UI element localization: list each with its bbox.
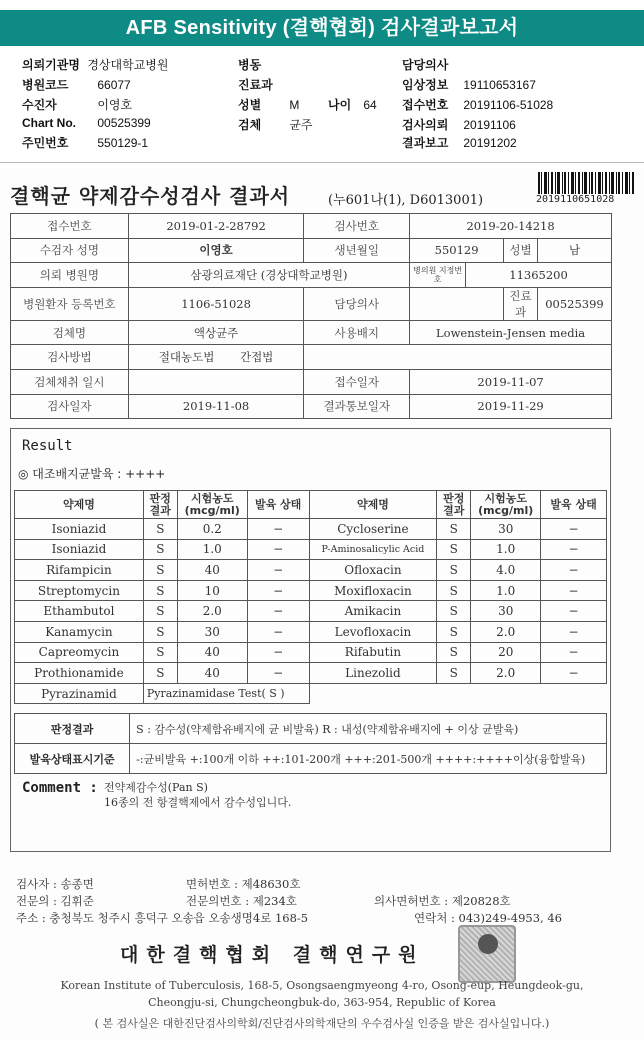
info-label: 검사일자 [11, 394, 129, 419]
seal-center-icon [478, 934, 498, 954]
drug-growth: − [247, 601, 309, 622]
info-label: 사용배지 [304, 320, 410, 345]
header-row-doctor [402, 56, 463, 73]
organization-name: 대한결핵협회 결핵연구원 [120, 944, 425, 966]
drug-growth: − [247, 621, 309, 642]
footer-examiner: 검사자 : 송종면 [16, 877, 94, 891]
info-label: 검사방법 [11, 345, 129, 370]
legend-growth-text: -:균비발육 +:100개 이하 ++:101-200개 +++:201-500개 ++++:++++이상(융합발육) [130, 744, 607, 774]
drug-result: S [143, 601, 177, 622]
drug-growth: − [541, 621, 607, 642]
header-label: 나이 [328, 98, 352, 112]
result-heading: Result [22, 438, 73, 454]
info-value: 2019-11-29 [410, 394, 612, 419]
footer-license: 면허번호 : 제48630호 [186, 877, 301, 891]
info-value: 이영호 [128, 238, 304, 263]
col-header-judge: 판정 결과 [143, 491, 177, 519]
drug-result: S [143, 663, 177, 684]
info-empty [304, 345, 612, 370]
header-label: 검사의뢰 [402, 118, 449, 132]
header-label: 결과보고 [402, 136, 449, 150]
drug-name: Pyrazinamid [15, 683, 144, 704]
drug-name: Ethambutol [15, 601, 144, 622]
drug-name: Amikacin [309, 601, 437, 622]
comment-line: 16종의 전 항결핵제에서 감수성입니다. [104, 796, 292, 809]
drug-name: Kanamycin [15, 621, 144, 642]
legend-judge-label: 판정결과 [15, 714, 130, 744]
footer-specialist: 전문의 : 김휘준 [16, 894, 94, 908]
drug-row [15, 560, 607, 581]
header-label: Chart No. [22, 116, 76, 130]
drug-growth: − [541, 580, 607, 601]
drug-concentration: 20 [471, 642, 541, 663]
drug-growth: − [541, 663, 607, 684]
drug-row [15, 642, 607, 663]
drug-name: Rifabutin [309, 642, 437, 663]
header-value: 20191106-51028 [463, 98, 554, 112]
header-label: 접수번호 [402, 98, 449, 112]
patient-info-table [10, 213, 612, 419]
header-label: 병원코드 [22, 78, 69, 92]
drug-growth: − [247, 539, 309, 560]
drug-result: S [143, 539, 177, 560]
drug-row [15, 601, 607, 622]
report-title-bar: AFB Sensitivity (결핵협회) 검사결과보고서 [0, 10, 644, 46]
drug-name: Cycloserine [309, 519, 437, 540]
header-row-resident-no [22, 134, 148, 151]
drug-concentration: 4.0 [471, 560, 541, 581]
col-header-growth: 발육 상태 [541, 491, 607, 519]
header-label: 성별 [238, 98, 262, 112]
col-header-judge: 판정 결과 [437, 491, 471, 519]
info-label: 결과통보일자 [304, 394, 410, 419]
drug-name: Ofloxacin [309, 560, 437, 581]
pyrazinamidase-test: Pyrazinamidase Test( S ) [143, 683, 309, 704]
drug-concentration: 1.0 [471, 539, 541, 560]
drug-name: Streptomycin [15, 580, 144, 601]
control-growth-label: ◎ 대조배지균발육 : [18, 467, 122, 481]
info-label: 병의원 지정번호 [410, 263, 466, 288]
header-row-sex [238, 96, 299, 113]
info-label: 성별 [504, 238, 538, 263]
barcode-number: 2019110651028 [536, 194, 615, 205]
drug-concentration: 0.2 [177, 519, 247, 540]
drug-concentration: 1.0 [471, 580, 541, 601]
legend-growth-label: 발육상태표시기준 [15, 744, 130, 774]
drug-concentration: 10 [177, 580, 247, 601]
header-row-receipt-no [402, 96, 553, 113]
info-label: 생년월일 [304, 238, 410, 263]
drug-concentration: 2.0 [177, 601, 247, 622]
legend-judge-text: S : 감수성(약제함유배지에 균 비발육) R : 내성(약제함유배지에 + 이상 균발육) [130, 714, 607, 744]
drug-growth: − [247, 519, 309, 540]
header-row-specimen [238, 116, 313, 133]
drug-susceptibility-table [14, 490, 607, 704]
info-label: 검체명 [11, 320, 129, 345]
drug-name: Moxifloxacin [309, 580, 437, 601]
drug-result: S [437, 601, 471, 622]
col-header-drug: 약제명 [309, 491, 437, 519]
info-label: 진료과 [504, 287, 538, 320]
header-value: 경상대학교병원 [87, 58, 169, 72]
header-value: 64 [363, 98, 377, 112]
info-label: 접수일자 [304, 369, 410, 394]
drug-result: S [143, 621, 177, 642]
drug-row [15, 519, 607, 540]
header-row-age [328, 96, 377, 113]
header-row-clinical-info [402, 76, 536, 93]
drug-growth: − [247, 560, 309, 581]
header-row-chart-no [22, 116, 151, 130]
drug-result: S [143, 642, 177, 663]
header-label: 수진자 [22, 98, 57, 112]
drug-concentration: 2.0 [471, 663, 541, 684]
header-value: M [289, 98, 300, 112]
header-value: 20191106 [463, 118, 516, 132]
header-label: 주민번호 [22, 136, 69, 150]
info-label: 검사번호 [304, 214, 410, 239]
drug-result: S [437, 580, 471, 601]
header-row-ward [238, 56, 289, 73]
info-value: Lowenstein-Jensen media [410, 320, 612, 345]
drug-growth: − [541, 519, 607, 540]
drug-growth: − [247, 642, 309, 663]
barcode-icon [538, 172, 634, 194]
info-value: 남 [537, 238, 611, 263]
info-value: 550129 [410, 238, 504, 263]
info-value: 11365200 [466, 263, 612, 288]
drug-row [15, 663, 607, 684]
drug-name: Prothionamide [15, 663, 144, 684]
info-value [128, 345, 304, 370]
header-row-hospital-code [22, 76, 131, 93]
col-header-conc: 시험농도 (mcg/ml) [177, 491, 247, 519]
footer-english-address-1: Korean Institute of Tuberculosis, 168-5, Osongsaengmyeong 4-ro, Osong-eup, Heungdeok-gu, [60, 979, 584, 992]
footer-certification-note: ( 본 검사실은 대한진단검사의학회/진단검사의학재단의 우수검사실 인증을 받은 검사실입니다.) [94, 1017, 550, 1030]
drug-result: S [437, 519, 471, 540]
info-label: 검체채취 일시 [11, 369, 129, 394]
report-code: (누601나(1), D6013001) [328, 193, 484, 208]
drug-growth: − [247, 580, 309, 601]
drug-name: P-Aminosalicylic Acid [309, 539, 437, 560]
info-value: 2019-01-2-28792 [128, 214, 304, 239]
drug-name: Capreomycin [15, 642, 144, 663]
info-label: 담당의사 [304, 287, 410, 320]
header-value: 00525399 [97, 116, 151, 130]
drug-concentration: 40 [177, 560, 247, 581]
info-value [128, 369, 304, 394]
drug-growth: − [541, 539, 607, 560]
drug-concentration: 30 [471, 601, 541, 622]
drug-name: Isoniazid [15, 519, 144, 540]
header-row-request-date [402, 116, 516, 133]
drug-row [15, 539, 607, 560]
drug-concentration: 40 [177, 642, 247, 663]
report-main-title: 결핵균 약제감수성검사 결과서 [10, 184, 291, 208]
info-label: 의뢰 병원명 [11, 263, 129, 288]
info-label: 접수번호 [11, 214, 129, 239]
drug-concentration: 1.0 [177, 539, 247, 560]
drug-result: S [437, 560, 471, 581]
info-value: 삼광의료재단 (경상대학교병원) [128, 263, 409, 288]
header-divider [0, 162, 644, 163]
header-row-institution [22, 56, 169, 73]
header-value: 20191202 [463, 136, 517, 150]
drug-row [15, 621, 607, 642]
footer-phone: 연락처 : 043)249-4953, 46 [414, 911, 562, 925]
header-value: 균주 [289, 118, 313, 132]
drug-growth: − [541, 560, 607, 581]
header-row-report-date [402, 134, 517, 151]
header-row-department [238, 76, 289, 93]
drug-result: S [437, 663, 471, 684]
control-growth [18, 465, 165, 482]
header-value: 19110653167 [463, 78, 536, 92]
info-label: 수검자 성명 [11, 238, 129, 263]
drug-result: S [437, 642, 471, 663]
drug-row [15, 580, 607, 601]
comment-text [104, 780, 291, 810]
drug-row-pyrazinamide [15, 683, 607, 704]
drug-result: S [437, 539, 471, 560]
header-value: 66077 [97, 78, 131, 92]
info-value: 00525399 [537, 287, 611, 320]
header-value: 550129-1 [97, 136, 149, 150]
legend-table [14, 713, 607, 774]
header-label: 의뢰기관명 [22, 58, 80, 72]
info-value: 1106-51028 [128, 287, 304, 320]
info-value: 2019-11-07 [410, 369, 612, 394]
drug-concentration: 40 [177, 663, 247, 684]
drug-result: S [143, 560, 177, 581]
drug-name: Isoniazid [15, 539, 144, 560]
footer-english-address-2: Cheongju-si, Chungcheongbuk-do, 363-954, Republic of Korea [148, 996, 496, 1009]
drug-name: Rifampicin [15, 560, 144, 581]
drug-concentration: 30 [177, 621, 247, 642]
drug-name: Levofloxacin [309, 621, 437, 642]
col-header-growth: 발육 상태 [247, 491, 309, 519]
drug-name: Linezolid [309, 663, 437, 684]
header-value: 이영호 [97, 98, 133, 112]
info-value: 2019-11-08 [128, 394, 304, 419]
header-label: 병동 [238, 58, 262, 72]
drug-concentration: 30 [471, 519, 541, 540]
header-row-patient [22, 96, 132, 113]
header-label: 담당의사 [402, 58, 449, 72]
drug-result: S [143, 580, 177, 601]
info-label: 병원환자 등록번호 [11, 287, 129, 320]
header-label: 검체 [238, 118, 262, 132]
drug-growth: − [247, 663, 309, 684]
empty-cell [309, 683, 606, 704]
info-value: 2019-20-14218 [410, 214, 612, 239]
info-value [410, 287, 504, 320]
header-label: 진료과 [238, 78, 273, 92]
drug-concentration: 2.0 [471, 621, 541, 642]
method-indirect: 간접법 [239, 350, 274, 365]
drug-result: S [143, 519, 177, 540]
footer-address: 주소 : 충청북도 청주시 흥덕구 오송읍 오송생명4로 168-5 [16, 911, 309, 925]
control-growth-value: ++++ [125, 467, 166, 481]
comment-label: Comment : [22, 780, 98, 796]
comment-line: 전약제감수성(Pan S) [104, 781, 208, 794]
drug-growth: − [541, 642, 607, 663]
drug-result: S [437, 621, 471, 642]
footer-doctor-license: 의사면허번호 : 제20828호 [374, 894, 511, 908]
drug-growth: − [541, 601, 607, 622]
col-header-drug: 약제명 [15, 491, 144, 519]
header-label: 임상정보 [402, 78, 449, 92]
footer-specialist-no: 전문의번호 : 제234호 [186, 894, 297, 908]
col-header-conc: 시험농도 (mcg/ml) [471, 491, 541, 519]
info-value: 액상균주 [128, 320, 304, 345]
method-absolute: 절대농도법 [158, 350, 215, 365]
